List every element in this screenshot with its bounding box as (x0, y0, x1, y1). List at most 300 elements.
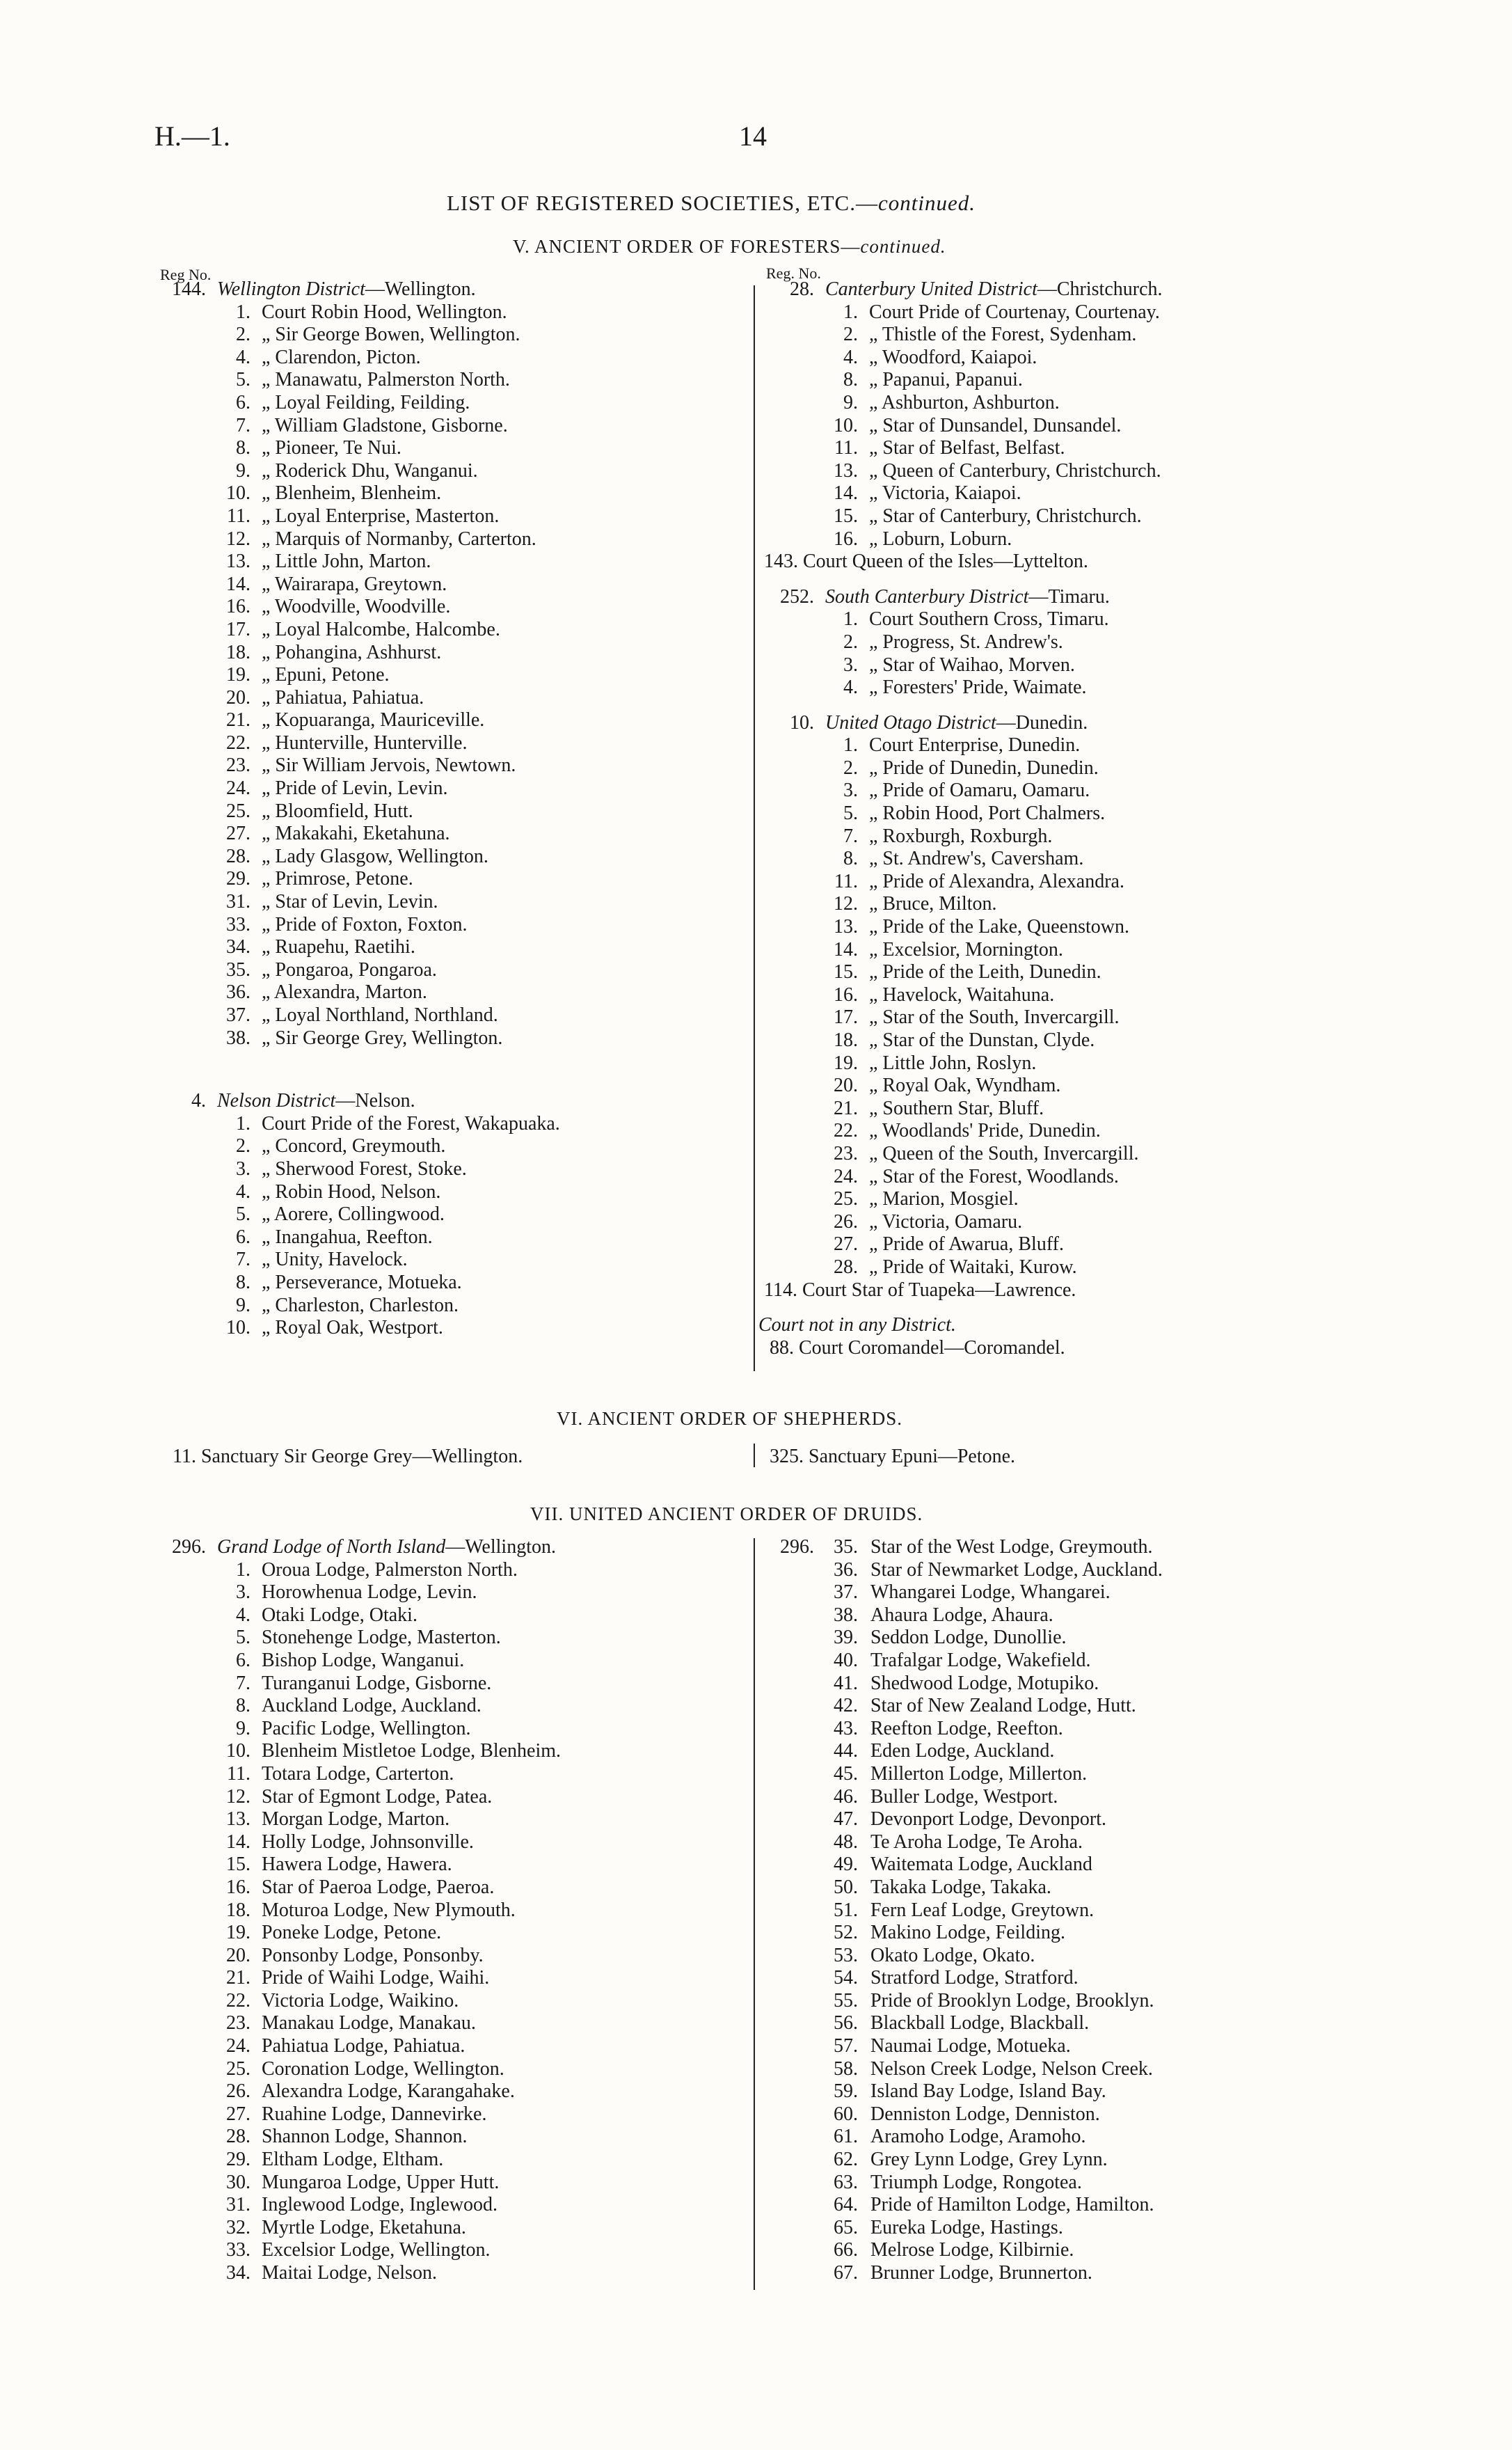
entry-text: Te Aroha Lodge, Te Aroha. (870, 1831, 1083, 1853)
entry-text: „ Star of the Forest, Woodlands. (869, 1165, 1119, 1187)
court-entry (159, 551, 560, 574)
court-entry (764, 757, 1163, 780)
entry-number: 7. (236, 1672, 250, 1694)
entry-text: „ Star of Levin, Levin. (262, 891, 438, 913)
entry-number: 27. (834, 1233, 858, 1256)
court-entry (764, 415, 1163, 438)
entry-text: Court Southern Cross, Timaru. (869, 608, 1109, 631)
entry-number: 22. (226, 732, 250, 754)
entry-number: 4. (236, 1180, 250, 1203)
lodge-entry (159, 1922, 561, 1945)
entry-number: 8. (236, 437, 250, 459)
lodge-entry (764, 2126, 1163, 2149)
entry-number: 29. (226, 2149, 250, 2171)
entry-text: Devonport Lodge, Devonport. (870, 1808, 1107, 1831)
entry-text: Trafalgar Lodge, Wakefield. (870, 1649, 1091, 1671)
court-entry (764, 677, 1163, 700)
shepherds-right-item: 325. Sanctuary Epuni—Petone. (770, 1446, 1016, 1467)
entry-number: 6. (236, 1226, 250, 1248)
court-entry (159, 664, 560, 687)
entry-text: Morgan Lodge, Marton. (262, 1808, 450, 1831)
entry-text: Star of New Zealand Lodge, Hutt. (870, 1695, 1136, 1717)
court-entry (764, 1098, 1163, 1121)
entry-text: „ Manawatu, Palmerston North. (262, 369, 510, 391)
court-entry (764, 460, 1163, 483)
entry-text: „ Pride of Waitaki, Kurow. (869, 1256, 1077, 1278)
entry-text: Blackball Lodge, Blackball. (870, 2012, 1090, 2034)
court-entry (159, 754, 560, 777)
entry-text: Ahaura Lodge, Ahaura. (870, 1604, 1053, 1626)
entry-number: 3. (843, 780, 858, 802)
entry-text: „ Queen of the South, Invercargill. (869, 1142, 1139, 1164)
court-entry (159, 574, 560, 596)
entry-text: Takaka Lodge, Takaka. (870, 1876, 1051, 1898)
court-entry (159, 777, 560, 800)
entry-text: „ Victoria, Oamaru. (869, 1210, 1023, 1233)
south-canterbury-district-heading: 252. South Canterbury District —Timaru. (780, 585, 1110, 608)
entry-text: Victoria Lodge, Waikino. (262, 1989, 459, 2012)
entry-text: „ Makakahi, Eketahuna. (262, 823, 450, 845)
entry-text: „ Marion, Mosgiel. (869, 1188, 1019, 1210)
lodge-entry (159, 1786, 561, 1809)
court-entry (764, 916, 1163, 939)
druids-right-head-no: 296. (780, 1536, 814, 1558)
court-entry (764, 528, 1163, 551)
entry-text: Holly Lodge, Johnsonville. (262, 1831, 474, 1853)
lodge-entry (159, 2149, 561, 2172)
entry-text: „ Epuni, Petone. (262, 664, 390, 686)
entry-number: 36. (226, 981, 250, 1004)
entry-text: Pride of Hamilton Lodge, Hamilton. (870, 2194, 1154, 2216)
entry-text: Star of Egmont Lodge, Patea. (262, 1785, 493, 1808)
court-entry (159, 324, 560, 347)
entry-text: „ Royal Oak, Wyndham. (869, 1075, 1061, 1097)
entry-text: „ Loyal Feilding, Feilding. (262, 391, 470, 413)
entry-number: 32. (226, 2216, 250, 2238)
court-entry (159, 1004, 560, 1027)
court-entry (159, 347, 560, 370)
entry-text: „ Kopuaranga, Mauriceville. (262, 709, 485, 732)
section-5-heading: V. ANCIENT ORDER OF FORESTERS—continued. (513, 236, 946, 257)
lodge-entry (159, 2126, 561, 2149)
court-entry (764, 871, 1163, 894)
court-entry (159, 846, 560, 869)
entry-text: Island Bay Lodge, Island Bay. (870, 2080, 1106, 2103)
court-entry (159, 482, 560, 505)
lodge-entry (764, 1695, 1163, 1718)
entry-text: „ Little John, Roslyn. (869, 1052, 1037, 1074)
entry-text: Pride of Waihi Lodge, Waihi. (262, 1967, 490, 1989)
entry-text: „ Ruapehu, Raetihi. (262, 936, 415, 958)
entry-text: Mungaroa Lodge, Upper Hutt. (262, 2171, 500, 2193)
lodge-entry (159, 1990, 561, 2013)
entry-number: 20. (226, 686, 250, 709)
entry-number: 31. (226, 891, 250, 913)
lodge-entry (159, 1831, 561, 1854)
entry-text: „ Loyal Enterprise, Masterton. (262, 505, 500, 527)
court-entry (159, 1249, 560, 1272)
wellington-district-heading: 144. Wellington District —Wellington. (172, 278, 476, 300)
court-entry (764, 392, 1163, 415)
entry-text: „ Progress, St. Andrew's. (869, 631, 1063, 653)
lodge-entry (159, 1581, 561, 1604)
entry-text: „ Robin Hood, Port Chalmers. (869, 803, 1106, 825)
entry-text: „ Pride of Oamaru, Oamaru. (869, 780, 1090, 802)
lodge-entry (764, 1854, 1163, 1876)
entry-text: Manakau Lodge, Manakau. (262, 2012, 476, 2034)
entry-text: Court Pride of the Forest, Wakapuaka. (262, 1112, 560, 1135)
entry-number: 21. (226, 1967, 250, 1989)
entry-text: Triumph Lodge, Rongotea. (870, 2171, 1082, 2193)
entry-text: Naumai Lodge, Motueka. (870, 2035, 1071, 2057)
lodge-entry (764, 1899, 1163, 1922)
wellington-court-list (159, 301, 560, 1050)
entry-text: „ Roxburgh, Roxburgh. (869, 825, 1053, 847)
court-entry (764, 1166, 1163, 1189)
lodge-entry (764, 2217, 1163, 2240)
otago-district-heading: 10. United Otago District —Dunedin. (790, 711, 1088, 734)
lodge-entry (159, 1559, 561, 1582)
entry-text: Maitai Lodge, Nelson. (262, 2262, 437, 2284)
court-entry (764, 1211, 1163, 1234)
lodge-entry (159, 2103, 561, 2126)
entry-number: 35. (226, 958, 250, 981)
entry-text: „ Bruce, Milton. (869, 893, 997, 915)
lodge-entry (159, 1854, 561, 1876)
entry-number: 20. (226, 1944, 250, 1966)
section-6-heading: VI. ANCIENT ORDER OF SHEPHERDS. (557, 1408, 903, 1429)
nelson-court-list (159, 1113, 560, 1340)
entry-text: „ Inangahua, Reefton. (262, 1226, 433, 1248)
entry-text: „ Star of the Dunstan, Clyde. (869, 1029, 1095, 1051)
court-entry (159, 1295, 560, 1318)
entry-number: 23. (226, 754, 250, 777)
entry-text: „ Pohangina, Ashhurst. (262, 641, 442, 663)
entry-number: 25. (834, 1188, 858, 1210)
entry-number: 58. (834, 2057, 858, 2080)
entry-number: 6. (236, 391, 250, 413)
court-entry (764, 654, 1163, 677)
lodge-entry (764, 1740, 1163, 1763)
entry-number: 30. (226, 2171, 250, 2193)
court-entry (159, 619, 560, 642)
court-entry (159, 959, 560, 982)
entry-text: „ Star of Canterbury, Christchurch. (869, 505, 1142, 527)
entry-text: Alexandra Lodge, Karangahake. (262, 2080, 515, 2103)
lodge-entry (764, 2035, 1163, 2058)
entry-text: „ Woodford, Kaiapoi. (869, 346, 1037, 368)
lodge-entry (159, 1945, 561, 1968)
entry-text: „ Excelsior, Mornington. (869, 938, 1063, 961)
court-entry (764, 505, 1163, 528)
entry-number: 9. (236, 1717, 250, 1739)
entry-text: Coronation Lodge, Wellington. (262, 2057, 504, 2080)
court-entry (764, 1188, 1163, 1211)
court-entry (159, 369, 560, 392)
entry-text: „ Pride of Foxton, Foxton. (262, 913, 468, 935)
entry-number: 3. (236, 1157, 250, 1180)
entry-number: 1. (843, 608, 858, 631)
entry-number: 4. (843, 677, 858, 699)
entry-number: 31. (226, 2194, 250, 2216)
entry-number: 15. (834, 961, 858, 983)
court-entry (764, 347, 1163, 370)
entry-number: 6. (236, 1649, 250, 1671)
lodge-entry (764, 1559, 1163, 1582)
lodge-entry (764, 1536, 1163, 1559)
lodge-entry (764, 1945, 1163, 1968)
page-number: 14 (739, 120, 767, 152)
entry-number: 37. (226, 1004, 250, 1026)
entry-number: 27. (226, 2103, 250, 2125)
court-entry (159, 823, 560, 846)
entry-number: 10. (226, 1740, 250, 1762)
lodge-entry (159, 1673, 561, 1696)
entry-number: 19. (226, 664, 250, 686)
entry-text: „ St. Andrew's, Caversham. (869, 848, 1084, 870)
lodge-entry (159, 2080, 561, 2103)
lodge-entry (159, 1627, 561, 1650)
entry-number: 17. (226, 618, 250, 640)
entry-number: 45. (834, 1762, 858, 1785)
lodge-entry (764, 2149, 1163, 2172)
entry-number: 63. (834, 2171, 858, 2193)
entry-number: 5. (236, 1203, 250, 1226)
entry-text: „ Pride of Alexandra, Alexandra. (869, 870, 1124, 892)
court-entry (764, 301, 1163, 324)
entry-number: 2. (843, 631, 858, 653)
section-7-heading: VII. UNITED ANCIENT ORDER OF DRUIDS. (530, 1503, 923, 1524)
court-entry (764, 1233, 1163, 1256)
court-entry (159, 460, 560, 483)
lodge-entry (764, 1831, 1163, 1854)
entry-text: „ Woodville, Woodville. (262, 596, 451, 618)
entry-number: 23. (226, 2012, 250, 2034)
entry-text: „ Roderick Dhu, Wanganui. (262, 459, 478, 482)
entry-number: 26. (226, 2080, 250, 2103)
court-entry (159, 596, 560, 619)
entry-number: 24. (226, 777, 250, 800)
court-entry (159, 437, 560, 460)
entry-number: 12. (226, 1785, 250, 1808)
entry-number: 10. (226, 482, 250, 505)
entry-text: Seddon Lodge, Dunollie. (870, 1627, 1067, 1649)
entry-text: „ Havelock, Waitahuna. (869, 983, 1055, 1006)
entry-text: Pahiatua Lodge, Pahiatua. (262, 2035, 465, 2057)
entry-number: 8. (236, 1271, 250, 1293)
entry-number: 22. (226, 1989, 250, 2012)
lodge-entry (159, 2262, 561, 2285)
court-entry (159, 1135, 560, 1158)
entry-text: Totara Lodge, Carterton. (262, 1762, 454, 1785)
entry-text: Nelson Creek Lodge, Nelson Creek. (870, 2057, 1153, 2080)
entry-number: 11. (227, 505, 250, 527)
druids-right-column (764, 1536, 1163, 2285)
foresters-right-column (758, 278, 1163, 1359)
entry-text: „ Wairarapa, Greytown. (262, 573, 447, 595)
document-code: H.—1. (154, 120, 230, 152)
court-entry (159, 914, 560, 937)
entry-text: Moturoa Lodge, New Plymouth. (262, 1899, 516, 1921)
entry-number: 62. (834, 2149, 858, 2171)
entry-number: 66. (834, 2239, 858, 2261)
lodge-entry (764, 2194, 1163, 2217)
entry-number: 21. (226, 709, 250, 732)
entry-number: 8. (236, 1695, 250, 1717)
entry-text: Buller Lodge, Westport. (870, 1785, 1058, 1808)
entry-text: „ Royal Oak, Westport. (262, 1317, 443, 1339)
entry-number: 51. (834, 1899, 858, 1921)
entry-number: 47. (834, 1808, 858, 1831)
lodge-entry (159, 1695, 561, 1718)
lodge-entry (159, 1808, 561, 1831)
entry-number: 9. (236, 459, 250, 482)
entry-text: Hawera Lodge, Hawera. (262, 1854, 452, 1876)
entry-text: Eureka Lodge, Hastings. (870, 2216, 1063, 2238)
no-district-item: 88. Court Coromandel—Coromandel. (770, 1336, 1065, 1359)
entry-text: Shedwood Lodge, Motupiko. (870, 1672, 1099, 1694)
lodge-entry (764, 2080, 1163, 2103)
entry-text: „ Victoria, Kaiapoi. (869, 482, 1021, 505)
court-entry (764, 324, 1163, 347)
entry-text: Whangarei Lodge, Whangarei. (870, 1581, 1111, 1604)
entry-text: Court Robin Hood, Wellington. (262, 301, 507, 323)
court-entry (764, 1052, 1163, 1075)
court-entry (159, 301, 560, 324)
entry-number: 10. (226, 1317, 250, 1339)
court-entry (764, 939, 1163, 962)
lodge-entry (159, 1763, 561, 1786)
entry-number: 19. (226, 1922, 250, 1944)
entry-number: 25. (226, 2057, 250, 2080)
entry-number: 38. (226, 1027, 250, 1049)
entry-number: 26. (834, 1210, 858, 1233)
court-entry (764, 1029, 1163, 1052)
entry-number: 42. (834, 1695, 858, 1717)
entry-number: 7. (236, 1249, 250, 1271)
entry-number: 14. (834, 482, 858, 505)
entry-text: Stonehenge Lodge, Masterton. (262, 1627, 501, 1649)
entry-text: „ Star of Belfast, Belfast. (869, 437, 1065, 459)
lodge-entry (159, 2012, 561, 2035)
entry-text: „ Aorere, Collingwood. (262, 1203, 445, 1226)
court-entry (764, 825, 1163, 848)
canterbury-extra: 143. Court Queen of the Isles—Lyttelton. (764, 551, 1088, 573)
lodge-entry (159, 1718, 561, 1741)
lodge-entry (159, 2035, 561, 2058)
entry-number: 27. (226, 823, 250, 845)
entry-number: 18. (834, 1029, 858, 1051)
entry-number: 33. (226, 913, 250, 935)
entry-text: „ Pride of the Leith, Dunedin. (869, 961, 1101, 983)
entry-text: Bishop Lodge, Wanganui. (262, 1649, 465, 1671)
lodge-entry (764, 2012, 1163, 2035)
entry-number: 36. (834, 1558, 858, 1581)
column-divider (754, 285, 755, 1371)
entry-number: 55. (834, 1989, 858, 2012)
court-entry (764, 369, 1163, 392)
entry-number: 1. (843, 734, 858, 757)
lodge-entry (159, 1740, 561, 1763)
otago-extra: 114. Court Star of Tuapeka—Lawrence. (764, 1279, 1076, 1301)
entry-number: 13. (834, 459, 858, 482)
entry-number: 59. (834, 2080, 858, 2103)
no-district-label: Court not in any District. (758, 1314, 956, 1336)
entry-text: Eden Lodge, Auckland. (870, 1740, 1055, 1762)
lodge-entry (159, 1899, 561, 1922)
entry-text: „ Papanui, Papanui. (869, 369, 1023, 391)
court-entry (764, 1006, 1163, 1029)
entry-text: „ Loyal Northland, Northland. (262, 1004, 498, 1026)
entry-text: „ Clarendon, Picton. (262, 346, 421, 368)
foresters-left-column (159, 278, 560, 1340)
court-entry (764, 437, 1163, 460)
entry-number: 50. (834, 1876, 858, 1898)
entry-text: „ Robin Hood, Nelson. (262, 1180, 441, 1203)
court-entry (764, 984, 1163, 1007)
entry-number: 28. (226, 2126, 250, 2148)
lodge-entry (159, 2172, 561, 2195)
entry-number: 12. (226, 528, 250, 550)
entry-text: Horowhenua Lodge, Levin. (262, 1581, 477, 1604)
entry-text: „ Foresters' Pride, Waimate. (869, 677, 1087, 699)
lodge-entry (764, 2172, 1163, 2195)
lodge-entry (764, 2239, 1163, 2262)
entry-text: „ Ashburton, Ashburton. (869, 391, 1060, 413)
druids-divider (754, 1538, 755, 2290)
court-entry (764, 780, 1163, 803)
entry-number: 24. (226, 2035, 250, 2057)
entry-text: Pride of Brooklyn Lodge, Brooklyn. (870, 1989, 1154, 2012)
lodge-entry (764, 2058, 1163, 2081)
entry-number: 21. (834, 1097, 858, 1119)
entry-number: 52. (834, 1922, 858, 1944)
entry-text: „ Queen of Canterbury, Christchurch. (869, 459, 1161, 482)
entry-text: Blenheim Mistletoe Lodge, Blenheim. (262, 1740, 562, 1762)
entry-text: „ Pride of Levin, Levin. (262, 777, 448, 800)
court-entry (159, 505, 560, 528)
lodge-entry (764, 1990, 1163, 2013)
entry-text: „ Southern Star, Bluff. (869, 1097, 1044, 1119)
court-entry (159, 1203, 560, 1226)
entry-text: Grey Lynn Lodge, Grey Lynn. (870, 2149, 1108, 2171)
entry-text: Court Pride of Courtenay, Courtenay. (869, 301, 1160, 323)
entry-text: Ponsonby Lodge, Ponsonby. (262, 1944, 484, 1966)
entry-number: 44. (834, 1740, 858, 1762)
entry-text: Inglewood Lodge, Inglewood. (262, 2194, 498, 2216)
entry-text: „ Marquis of Normanby, Carterton. (262, 528, 536, 550)
entry-text: „ Bloomfield, Hutt. (262, 800, 413, 822)
entry-text: „ Pahiatua, Pahiatua. (262, 686, 424, 709)
entry-text: „ Sherwood Forest, Stoke. (262, 1157, 467, 1180)
entry-number: 15. (226, 1854, 250, 1876)
entry-number: 18. (226, 1899, 250, 1921)
entry-number: 3. (843, 654, 858, 676)
page-title: LIST OF REGISTERED SOCIETIES, ETC.—continued. (447, 191, 976, 215)
lodge-entry (159, 1650, 561, 1673)
entry-number: 18. (226, 641, 250, 663)
entry-text: „ Pioneer, Te Nui. (262, 437, 401, 459)
lodge-entry (159, 2239, 561, 2262)
court-entry (764, 893, 1163, 916)
entry-text: „ Primrose, Petone. (262, 868, 413, 890)
entry-number: 2. (236, 1135, 250, 1157)
entry-number: 46. (834, 1785, 858, 1808)
entry-text: „ Sir George Bowen, Wellington. (262, 324, 520, 346)
entry-text: Ruahine Lodge, Dannevirke. (262, 2103, 487, 2125)
entry-number: 39. (834, 1627, 858, 1649)
entry-number: 19. (834, 1052, 858, 1074)
